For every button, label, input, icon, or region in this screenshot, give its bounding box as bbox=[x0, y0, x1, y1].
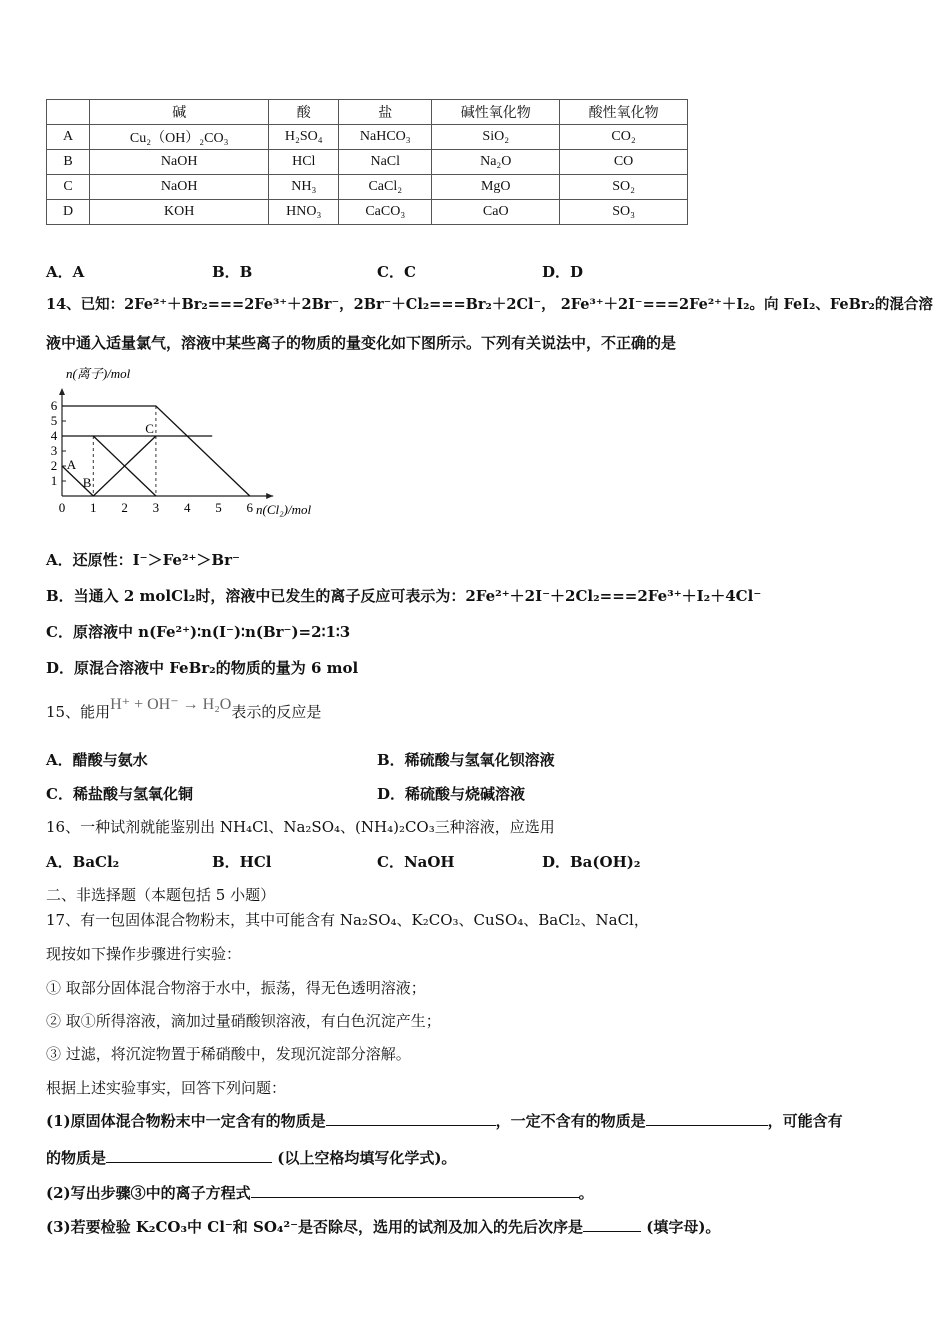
answer-blank[interactable] bbox=[326, 1111, 496, 1126]
table-cell: A bbox=[47, 125, 90, 150]
table-cell: MgO bbox=[432, 175, 560, 200]
q14-stem-line1: 14、已知：2Fe²⁺＋Br₂===2Fe³⁺＋2Br⁻，2Br⁻＋Cl₂===Br₂＋2Cl⁻， 2Fe³⁺＋2I⁻===2Fe²⁺＋I₂。向 FeI₂、FeBr₂的混合溶 bbox=[46, 296, 933, 313]
q15-option-a[interactable]: A．醋酸与氨水 bbox=[46, 751, 148, 769]
ion-amount-graph bbox=[40, 362, 340, 522]
x-tick-label: 6 bbox=[246, 500, 254, 515]
q16-stem: 16、一种试剂就能鉴别出 NH₄Cl、Na₂SO₄、(NH₄)₂CO₃三种溶液，应选用 bbox=[46, 818, 555, 836]
y-tick-label: 3 bbox=[50, 443, 58, 458]
q13-option-b[interactable]: B．B bbox=[212, 263, 253, 281]
table-row bbox=[47, 175, 688, 200]
q16-option-c[interactable]: C．NaOH bbox=[377, 853, 455, 871]
q15-option-b[interactable]: B．稀硫酸与氢氧化钡溶液 bbox=[377, 751, 555, 769]
y-axis-arrow bbox=[59, 388, 65, 395]
curve-label-b: B bbox=[82, 475, 92, 490]
q17-intro: 现按如下操作步骤进行实验： bbox=[46, 945, 242, 963]
answer-blank[interactable] bbox=[646, 1111, 768, 1126]
q16-option-b[interactable]: B．HCl bbox=[212, 853, 272, 871]
answer-blank[interactable] bbox=[106, 1148, 272, 1163]
q17-p2-text-b: 。 bbox=[578, 1184, 594, 1202]
x-tick-label: 1 bbox=[90, 500, 97, 515]
table-cell: CO₂ bbox=[560, 125, 688, 150]
table-header-cell bbox=[47, 100, 90, 125]
q13-option-a[interactable]: A．A bbox=[46, 263, 85, 281]
table-row bbox=[47, 125, 688, 150]
table-cell: CaCO₃ bbox=[339, 200, 432, 225]
q17-p1-text-c: ，可能含有 bbox=[767, 1112, 843, 1130]
q17-step-1: ① 取部分固体混合物溶于水中，振荡，得无色透明溶液； bbox=[46, 979, 426, 997]
x-tick-label: 3 bbox=[152, 500, 160, 515]
q17-p2-text-a: (2)写出步骤③中的离子方程式 bbox=[46, 1184, 251, 1202]
q13-option-d[interactable]: D．D bbox=[542, 263, 584, 281]
q14-option-a[interactable]: A．还原性：I⁻＞Fe²⁺＞Br⁻ bbox=[46, 551, 240, 569]
table-cell: Cu₂（OH）₂CO₃ bbox=[90, 125, 269, 150]
table-cell: NaOH bbox=[90, 175, 269, 200]
q15-suffix: 表示的反应是 bbox=[231, 703, 322, 721]
q14-stem-line2: 液中通入适量氯气，溶液中某些离子的物质的量变化如下图所示。下列有关说法中，不正确的是 bbox=[46, 334, 677, 352]
q17-step-3: ③ 过滤，将沉淀物置于稀硝酸中，发现沉淀部分溶解。 bbox=[46, 1045, 411, 1063]
table-cell: NH₃ bbox=[269, 175, 339, 200]
q17-part2 bbox=[46, 1183, 594, 1203]
table-header-cell: 碱 bbox=[90, 100, 269, 125]
q17-p3-text-b: (填字母)。 bbox=[641, 1218, 721, 1236]
q15-stem bbox=[46, 696, 322, 723]
table-cell: CaO bbox=[432, 200, 560, 225]
answer-blank[interactable] bbox=[583, 1217, 641, 1232]
x-tick-label: 4 bbox=[183, 500, 191, 515]
curve-label-a: A bbox=[66, 457, 77, 472]
table-header-cell: 酸性氧化物 bbox=[560, 100, 688, 125]
section-heading: 二、非选择题（本题包括 5 小题） bbox=[46, 886, 276, 904]
q17-stem: 17、有一包固体混合物粉末，其中可能含有 Na₂SO₄、K₂CO₃、CuSO₄、BaCl₂、NaCl， bbox=[46, 911, 649, 929]
table-cell: Na₂O bbox=[432, 150, 560, 175]
table-cell: H₂SO₄ bbox=[269, 125, 339, 150]
q15-prefix: 15、能用 bbox=[46, 703, 111, 721]
table-cell: SO₂ bbox=[560, 175, 688, 200]
y-tick-label: 2 bbox=[50, 458, 58, 473]
table-cell: HCl bbox=[269, 150, 339, 175]
x-tick-label: 5 bbox=[215, 500, 222, 515]
table-cell: NaCl bbox=[339, 150, 432, 175]
q17-p3-text-a: (3)若要检验 K₂CO₃中 Cl⁻和 SO₄²⁻是否除尽，选用的试剂及加入的先后次序是 bbox=[46, 1218, 583, 1236]
table-cell: B bbox=[47, 150, 90, 175]
table-header-row bbox=[47, 100, 688, 125]
q15-formula: H⁺ + OH⁻ → H₂O bbox=[110, 696, 232, 713]
table-cell: SO₃ bbox=[560, 200, 688, 225]
table-cell: NaHCO₃ bbox=[339, 125, 432, 150]
q17-p1-text-b: ，一定不含有的物质是 bbox=[495, 1112, 646, 1130]
table-cell: CO bbox=[560, 150, 688, 175]
q16-option-d[interactable]: D．Ba(OH)₂ bbox=[542, 853, 641, 871]
q14-option-c[interactable]: C．原溶液中 n(Fe²⁺)∶n(I⁻)∶n(Br⁻)=2∶1∶3 bbox=[46, 623, 351, 641]
q14-option-d[interactable]: D．原混合溶液中 FeBr₂的物质的量为 6 mol bbox=[46, 659, 359, 677]
table-header-cell: 碱性氧化物 bbox=[432, 100, 560, 125]
x-tick-label: 0 bbox=[58, 500, 66, 515]
table-row bbox=[47, 200, 688, 225]
table-cell: C bbox=[47, 175, 90, 200]
q17-p1-text-e: (以上空格均填写化学式)。 bbox=[272, 1149, 457, 1167]
x-axis-label: n(Cl₂)/mol bbox=[256, 502, 312, 517]
q17-step-2: ② 取①所得溶液，滴加过量硝酸钡溶液，有白色沉淀产生； bbox=[46, 1012, 441, 1030]
x-axis-arrow bbox=[266, 493, 273, 499]
q16-option-a[interactable]: A．BaCl₂ bbox=[46, 853, 120, 871]
q17-p1-text-a: (1)原固体混合物粉末中一定含有的物质是 bbox=[46, 1112, 326, 1130]
table-header-cell: 盐 bbox=[339, 100, 432, 125]
q15-option-d[interactable]: D．稀硫酸与烧碱溶液 bbox=[377, 785, 526, 803]
q14-option-b[interactable]: B．当通入 2 molCl₂时，溶液中已发生的离子反应可表示为：2Fe²⁺＋2I⁻＋2Cl₂===2Fe³⁺＋I₂＋4Cl⁻ bbox=[46, 587, 762, 605]
table-cell: NaOH bbox=[90, 150, 269, 175]
y-tick-label: 5 bbox=[50, 413, 58, 428]
q17-part1-line2 bbox=[46, 1148, 456, 1168]
y-tick-label: 1 bbox=[50, 473, 58, 488]
q17-ask: 根据上述实验事实，回答下列问题： bbox=[46, 1079, 287, 1097]
classification-table bbox=[46, 99, 688, 225]
q17-part1-line1 bbox=[46, 1111, 843, 1131]
table-cell: CaCl₂ bbox=[339, 175, 432, 200]
x-tick-label: 2 bbox=[121, 500, 128, 515]
table-cell: D bbox=[47, 200, 90, 225]
table-cell: KOH bbox=[90, 200, 269, 225]
q17-p1-text-d: 的物质是 bbox=[46, 1149, 107, 1167]
y-tick-label: 4 bbox=[50, 428, 58, 443]
q17-part3 bbox=[46, 1217, 720, 1237]
curve-label-c: C bbox=[145, 421, 154, 436]
table-cell: SiO₂ bbox=[432, 125, 560, 150]
q13-option-c[interactable]: C．C bbox=[377, 263, 416, 281]
q15-option-c[interactable]: C．稀盐酸与氢氧化铜 bbox=[46, 785, 193, 803]
table-cell: HNO₃ bbox=[269, 200, 339, 225]
y-tick-label: 6 bbox=[50, 398, 58, 413]
y-axis-label: n(离子)/mol bbox=[66, 366, 131, 381]
answer-blank[interactable] bbox=[251, 1183, 579, 1198]
table-header-cell: 酸 bbox=[269, 100, 339, 125]
table-row bbox=[47, 150, 688, 175]
